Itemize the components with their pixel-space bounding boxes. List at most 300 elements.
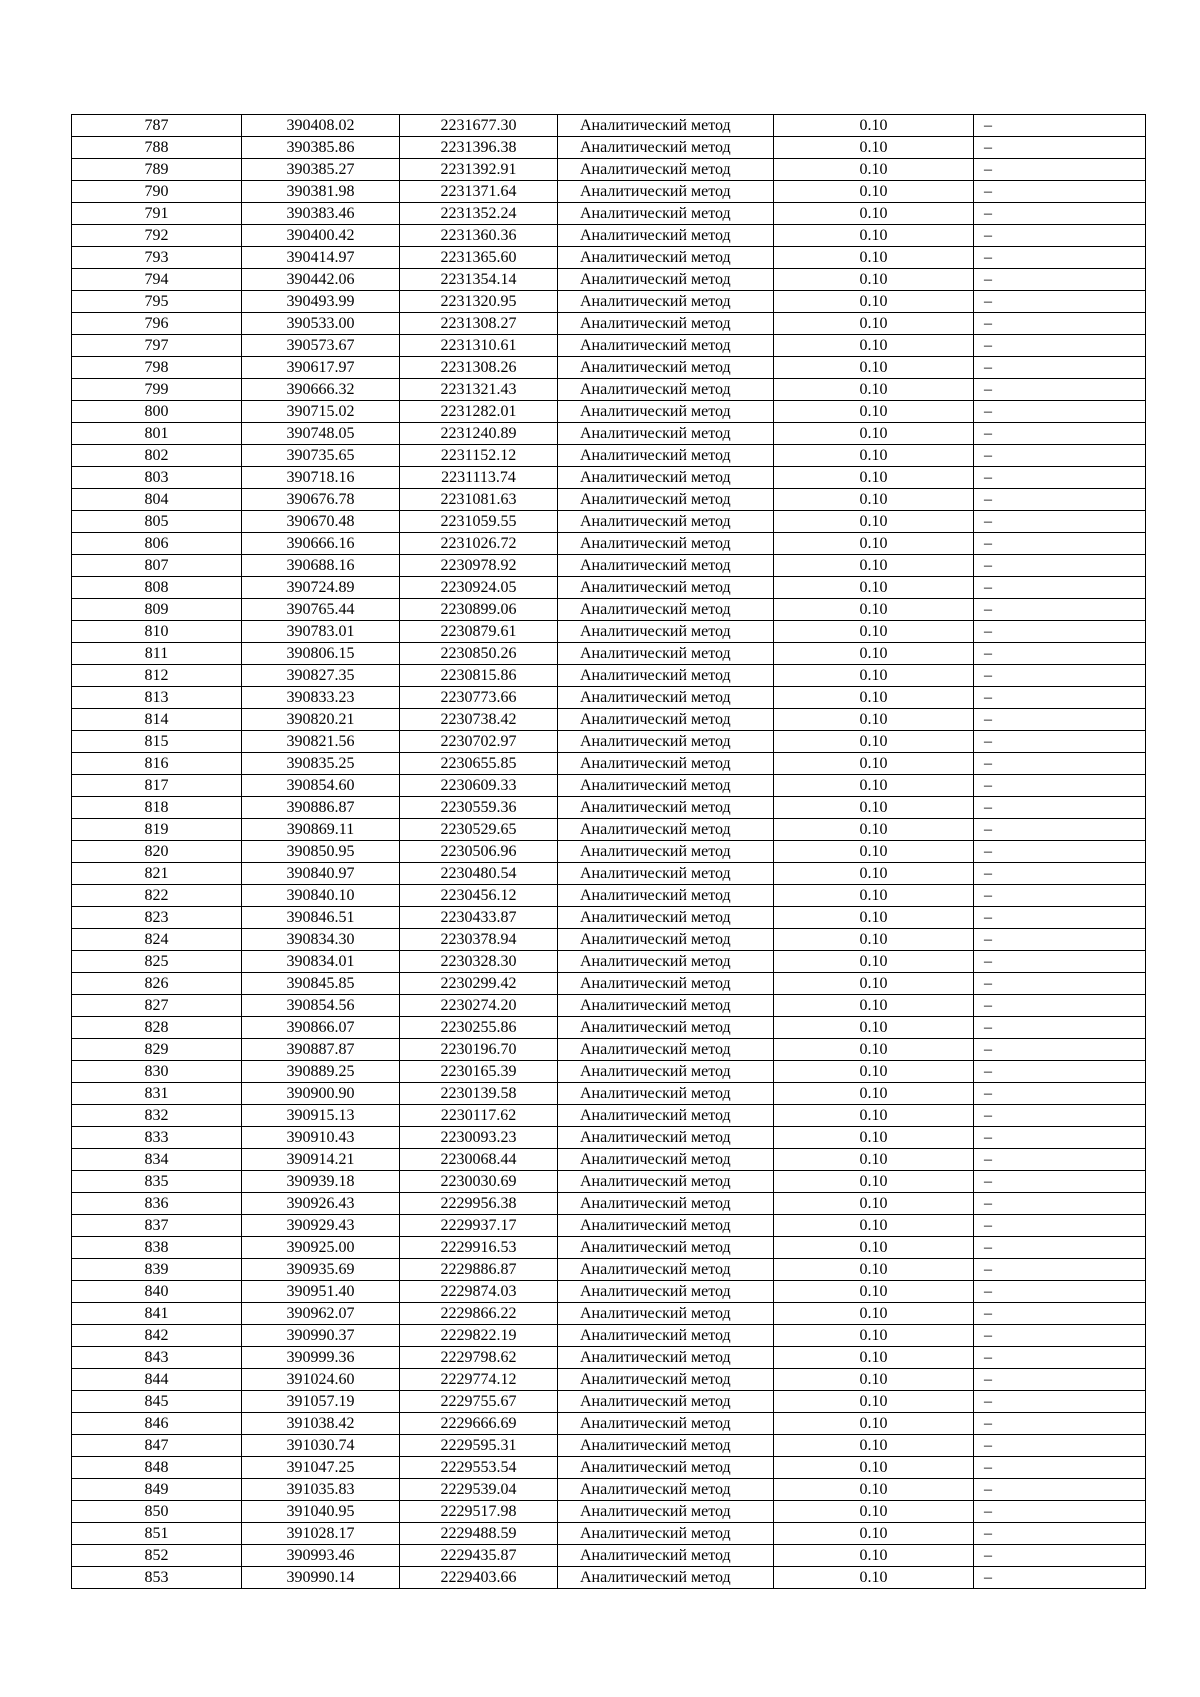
method-cell: Аналитический метод bbox=[558, 181, 774, 203]
x-coordinate-cell: 391024.60 bbox=[242, 1369, 400, 1391]
precision-cell: 0.10 bbox=[774, 1545, 974, 1567]
point-number-cell: 796 bbox=[72, 313, 242, 335]
point-number-cell: 800 bbox=[72, 401, 242, 423]
point-number-cell: 830 bbox=[72, 1061, 242, 1083]
precision-cell: 0.10 bbox=[774, 533, 974, 555]
method-cell: Аналитический метод bbox=[558, 357, 774, 379]
y-coordinate-cell: 2230702.97 bbox=[400, 731, 558, 753]
point-number-cell: 846 bbox=[72, 1413, 242, 1435]
method-cell: Аналитический метод bbox=[558, 775, 774, 797]
table-row bbox=[72, 1193, 1146, 1215]
method-cell: Аналитический метод bbox=[558, 291, 774, 313]
x-coordinate-cell: 390783.01 bbox=[242, 621, 400, 643]
point-number-cell: 824 bbox=[72, 929, 242, 951]
y-coordinate-cell: 2229916.53 bbox=[400, 1237, 558, 1259]
y-coordinate-cell: 2230255.86 bbox=[400, 1017, 558, 1039]
precision-cell: 0.10 bbox=[774, 1171, 974, 1193]
y-coordinate-cell: 2231240.89 bbox=[400, 423, 558, 445]
precision-cell: 0.10 bbox=[774, 1149, 974, 1171]
method-cell: Аналитический метод bbox=[558, 1039, 774, 1061]
precision-cell: 0.10 bbox=[774, 577, 974, 599]
table-row bbox=[72, 137, 1146, 159]
x-coordinate-cell: 390999.36 bbox=[242, 1347, 400, 1369]
description-cell: – bbox=[974, 335, 1146, 357]
x-coordinate-cell: 390442.06 bbox=[242, 269, 400, 291]
x-coordinate-cell: 390820.21 bbox=[242, 709, 400, 731]
point-number-cell: 794 bbox=[72, 269, 242, 291]
precision-cell: 0.10 bbox=[774, 753, 974, 775]
method-cell: Аналитический метод bbox=[558, 1215, 774, 1237]
precision-cell: 0.10 bbox=[774, 1281, 974, 1303]
y-coordinate-cell: 2231392.91 bbox=[400, 159, 558, 181]
table-row bbox=[72, 313, 1146, 335]
description-cell: – bbox=[974, 1391, 1146, 1413]
point-number-cell: 803 bbox=[72, 467, 242, 489]
x-coordinate-cell: 391057.19 bbox=[242, 1391, 400, 1413]
x-coordinate-cell: 390383.46 bbox=[242, 203, 400, 225]
point-number-cell: 847 bbox=[72, 1435, 242, 1457]
x-coordinate-cell: 390821.56 bbox=[242, 731, 400, 753]
point-number-cell: 795 bbox=[72, 291, 242, 313]
precision-cell: 0.10 bbox=[774, 1391, 974, 1413]
precision-cell: 0.10 bbox=[774, 401, 974, 423]
precision-cell: 0.10 bbox=[774, 1215, 974, 1237]
x-coordinate-cell: 391028.17 bbox=[242, 1523, 400, 1545]
description-cell: – bbox=[974, 203, 1146, 225]
y-coordinate-cell: 2231152.12 bbox=[400, 445, 558, 467]
description-cell: – bbox=[974, 555, 1146, 577]
description-cell: – bbox=[974, 467, 1146, 489]
y-coordinate-cell: 2230899.06 bbox=[400, 599, 558, 621]
point-number-cell: 811 bbox=[72, 643, 242, 665]
precision-cell: 0.10 bbox=[774, 1457, 974, 1479]
description-cell: – bbox=[974, 357, 1146, 379]
method-cell: Аналитический метод bbox=[558, 907, 774, 929]
table-row bbox=[72, 1149, 1146, 1171]
y-coordinate-cell: 2229798.62 bbox=[400, 1347, 558, 1369]
description-cell: – bbox=[974, 1237, 1146, 1259]
table-row bbox=[72, 1567, 1146, 1589]
method-cell: Аналитический метод bbox=[558, 731, 774, 753]
table-row bbox=[72, 1303, 1146, 1325]
method-cell: Аналитический метод bbox=[558, 1457, 774, 1479]
x-coordinate-cell: 390718.16 bbox=[242, 467, 400, 489]
description-cell: – bbox=[974, 753, 1146, 775]
table-row bbox=[72, 1479, 1146, 1501]
precision-cell: 0.10 bbox=[774, 1325, 974, 1347]
y-coordinate-cell: 2230328.30 bbox=[400, 951, 558, 973]
description-cell: – bbox=[974, 1259, 1146, 1281]
x-coordinate-cell: 390915.13 bbox=[242, 1105, 400, 1127]
method-cell: Аналитический метод bbox=[558, 511, 774, 533]
x-coordinate-cell: 390385.86 bbox=[242, 137, 400, 159]
y-coordinate-cell: 2230879.61 bbox=[400, 621, 558, 643]
table-row bbox=[72, 599, 1146, 621]
description-cell: – bbox=[974, 951, 1146, 973]
precision-cell: 0.10 bbox=[774, 1237, 974, 1259]
precision-cell: 0.10 bbox=[774, 203, 974, 225]
description-cell: – bbox=[974, 1457, 1146, 1479]
x-coordinate-cell: 390990.37 bbox=[242, 1325, 400, 1347]
y-coordinate-cell: 2229488.59 bbox=[400, 1523, 558, 1545]
y-coordinate-cell: 2231026.72 bbox=[400, 533, 558, 555]
description-cell: – bbox=[974, 885, 1146, 907]
method-cell: Аналитический метод bbox=[558, 1237, 774, 1259]
precision-cell: 0.10 bbox=[774, 1017, 974, 1039]
x-coordinate-cell: 390617.97 bbox=[242, 357, 400, 379]
precision-cell: 0.10 bbox=[774, 115, 974, 137]
point-number-cell: 802 bbox=[72, 445, 242, 467]
point-number-cell: 807 bbox=[72, 555, 242, 577]
x-coordinate-cell: 390939.18 bbox=[242, 1171, 400, 1193]
table-row bbox=[72, 511, 1146, 533]
method-cell: Аналитический метод bbox=[558, 973, 774, 995]
x-coordinate-cell: 390381.98 bbox=[242, 181, 400, 203]
point-number-cell: 808 bbox=[72, 577, 242, 599]
y-coordinate-cell: 2231360.36 bbox=[400, 225, 558, 247]
precision-cell: 0.10 bbox=[774, 1567, 974, 1589]
y-coordinate-cell: 2229774.12 bbox=[400, 1369, 558, 1391]
method-cell: Аналитический метод bbox=[558, 1391, 774, 1413]
precision-cell: 0.10 bbox=[774, 951, 974, 973]
description-cell: – bbox=[974, 775, 1146, 797]
point-number-cell: 853 bbox=[72, 1567, 242, 1589]
method-cell: Аналитический метод bbox=[558, 1501, 774, 1523]
table-row bbox=[72, 1171, 1146, 1193]
method-cell: Аналитический метод bbox=[558, 225, 774, 247]
method-cell: Аналитический метод bbox=[558, 621, 774, 643]
table-row bbox=[72, 951, 1146, 973]
description-cell: – bbox=[974, 665, 1146, 687]
method-cell: Аналитический метод bbox=[558, 137, 774, 159]
x-coordinate-cell: 390666.16 bbox=[242, 533, 400, 555]
method-cell: Аналитический метод bbox=[558, 159, 774, 181]
table-row bbox=[72, 489, 1146, 511]
precision-cell: 0.10 bbox=[774, 907, 974, 929]
method-cell: Аналитический метод bbox=[558, 1193, 774, 1215]
table-row bbox=[72, 841, 1146, 863]
y-coordinate-cell: 2231365.60 bbox=[400, 247, 558, 269]
y-coordinate-cell: 2230030.69 bbox=[400, 1171, 558, 1193]
description-cell: – bbox=[974, 1215, 1146, 1237]
method-cell: Аналитический метод bbox=[558, 533, 774, 555]
description-cell: – bbox=[974, 907, 1146, 929]
table-row bbox=[72, 753, 1146, 775]
point-number-cell: 844 bbox=[72, 1369, 242, 1391]
x-coordinate-cell: 390688.16 bbox=[242, 555, 400, 577]
table-row bbox=[72, 1281, 1146, 1303]
method-cell: Аналитический метод bbox=[558, 1303, 774, 1325]
x-coordinate-cell: 390833.23 bbox=[242, 687, 400, 709]
method-cell: Аналитический метод bbox=[558, 1347, 774, 1369]
precision-cell: 0.10 bbox=[774, 1039, 974, 1061]
x-coordinate-cell: 390962.07 bbox=[242, 1303, 400, 1325]
point-number-cell: 813 bbox=[72, 687, 242, 709]
point-number-cell: 832 bbox=[72, 1105, 242, 1127]
point-number-cell: 827 bbox=[72, 995, 242, 1017]
method-cell: Аналитический метод bbox=[558, 401, 774, 423]
table-row bbox=[72, 709, 1146, 731]
x-coordinate-cell: 390914.21 bbox=[242, 1149, 400, 1171]
method-cell: Аналитический метод bbox=[558, 599, 774, 621]
point-number-cell: 852 bbox=[72, 1545, 242, 1567]
description-cell: – bbox=[974, 1281, 1146, 1303]
method-cell: Аналитический метод bbox=[558, 1149, 774, 1171]
x-coordinate-cell: 390869.11 bbox=[242, 819, 400, 841]
point-number-cell: 821 bbox=[72, 863, 242, 885]
method-cell: Аналитический метод bbox=[558, 379, 774, 401]
description-cell: – bbox=[974, 1435, 1146, 1457]
method-cell: Аналитический метод bbox=[558, 753, 774, 775]
table-row bbox=[72, 577, 1146, 599]
x-coordinate-cell: 390493.99 bbox=[242, 291, 400, 313]
description-cell: – bbox=[974, 731, 1146, 753]
precision-cell: 0.10 bbox=[774, 291, 974, 313]
description-cell: – bbox=[974, 995, 1146, 1017]
precision-cell: 0.10 bbox=[774, 687, 974, 709]
description-cell: – bbox=[974, 247, 1146, 269]
method-cell: Аналитический метод bbox=[558, 1369, 774, 1391]
table-row bbox=[72, 555, 1146, 577]
method-cell: Аналитический метод bbox=[558, 423, 774, 445]
x-coordinate-cell: 390926.43 bbox=[242, 1193, 400, 1215]
table-row bbox=[72, 379, 1146, 401]
table-row bbox=[72, 1523, 1146, 1545]
table-row bbox=[72, 1391, 1146, 1413]
table-row bbox=[72, 731, 1146, 753]
precision-cell: 0.10 bbox=[774, 555, 974, 577]
table-row bbox=[72, 1083, 1146, 1105]
x-coordinate-cell: 390806.15 bbox=[242, 643, 400, 665]
x-coordinate-cell: 390925.00 bbox=[242, 1237, 400, 1259]
table-row bbox=[72, 797, 1146, 819]
description-cell: – bbox=[974, 1567, 1146, 1589]
precision-cell: 0.10 bbox=[774, 863, 974, 885]
y-coordinate-cell: 2230506.96 bbox=[400, 841, 558, 863]
y-coordinate-cell: 2230815.86 bbox=[400, 665, 558, 687]
table-row bbox=[72, 401, 1146, 423]
table-row bbox=[72, 1435, 1146, 1457]
method-cell: Аналитический метод bbox=[558, 269, 774, 291]
description-cell: – bbox=[974, 1061, 1146, 1083]
y-coordinate-cell: 2230480.54 bbox=[400, 863, 558, 885]
point-number-cell: 848 bbox=[72, 1457, 242, 1479]
precision-cell: 0.10 bbox=[774, 511, 974, 533]
method-cell: Аналитический метод bbox=[558, 643, 774, 665]
x-coordinate-cell: 390715.02 bbox=[242, 401, 400, 423]
precision-cell: 0.10 bbox=[774, 1501, 974, 1523]
table-row bbox=[72, 225, 1146, 247]
table-row bbox=[72, 467, 1146, 489]
method-cell: Аналитический метод bbox=[558, 841, 774, 863]
point-number-cell: 805 bbox=[72, 511, 242, 533]
point-number-cell: 819 bbox=[72, 819, 242, 841]
x-coordinate-cell: 390854.56 bbox=[242, 995, 400, 1017]
y-coordinate-cell: 2229886.87 bbox=[400, 1259, 558, 1281]
method-cell: Аналитический метод bbox=[558, 489, 774, 511]
y-coordinate-cell: 2231113.74 bbox=[400, 467, 558, 489]
description-cell: – bbox=[974, 797, 1146, 819]
description-cell: – bbox=[974, 1479, 1146, 1501]
method-cell: Аналитический метод bbox=[558, 555, 774, 577]
table-row bbox=[72, 533, 1146, 555]
description-cell: – bbox=[974, 1039, 1146, 1061]
table-row bbox=[72, 1259, 1146, 1281]
precision-cell: 0.10 bbox=[774, 599, 974, 621]
description-cell: – bbox=[974, 841, 1146, 863]
y-coordinate-cell: 2230978.92 bbox=[400, 555, 558, 577]
method-cell: Аналитический метод bbox=[558, 115, 774, 137]
precision-cell: 0.10 bbox=[774, 1479, 974, 1501]
precision-cell: 0.10 bbox=[774, 181, 974, 203]
y-coordinate-cell: 2230274.20 bbox=[400, 995, 558, 1017]
table-row bbox=[72, 1413, 1146, 1435]
x-coordinate-cell: 390408.02 bbox=[242, 115, 400, 137]
y-coordinate-cell: 2229822.19 bbox=[400, 1325, 558, 1347]
precision-cell: 0.10 bbox=[774, 335, 974, 357]
y-coordinate-cell: 2230559.36 bbox=[400, 797, 558, 819]
precision-cell: 0.10 bbox=[774, 665, 974, 687]
x-coordinate-cell: 390735.65 bbox=[242, 445, 400, 467]
table-row bbox=[72, 1215, 1146, 1237]
method-cell: Аналитический метод bbox=[558, 467, 774, 489]
precision-cell: 0.10 bbox=[774, 731, 974, 753]
y-coordinate-cell: 2230773.66 bbox=[400, 687, 558, 709]
point-number-cell: 841 bbox=[72, 1303, 242, 1325]
description-cell: – bbox=[974, 1303, 1146, 1325]
point-number-cell: 812 bbox=[72, 665, 242, 687]
precision-cell: 0.10 bbox=[774, 313, 974, 335]
point-number-cell: 790 bbox=[72, 181, 242, 203]
point-number-cell: 829 bbox=[72, 1039, 242, 1061]
y-coordinate-cell: 2231282.01 bbox=[400, 401, 558, 423]
precision-cell: 0.10 bbox=[774, 1193, 974, 1215]
precision-cell: 0.10 bbox=[774, 247, 974, 269]
precision-cell: 0.10 bbox=[774, 1303, 974, 1325]
y-coordinate-cell: 2231081.63 bbox=[400, 489, 558, 511]
description-cell: – bbox=[974, 863, 1146, 885]
method-cell: Аналитический метод bbox=[558, 1413, 774, 1435]
point-number-cell: 789 bbox=[72, 159, 242, 181]
precision-cell: 0.10 bbox=[774, 1259, 974, 1281]
y-coordinate-cell: 2229666.69 bbox=[400, 1413, 558, 1435]
precision-cell: 0.10 bbox=[774, 445, 974, 467]
description-cell: – bbox=[974, 511, 1146, 533]
method-cell: Аналитический метод bbox=[558, 819, 774, 841]
table-row bbox=[72, 115, 1146, 137]
precision-cell: 0.10 bbox=[774, 357, 974, 379]
description-cell: – bbox=[974, 599, 1146, 621]
method-cell: Аналитический метод bbox=[558, 929, 774, 951]
table-row bbox=[72, 1457, 1146, 1479]
x-coordinate-cell: 391030.74 bbox=[242, 1435, 400, 1457]
point-number-cell: 831 bbox=[72, 1083, 242, 1105]
description-cell: – bbox=[974, 577, 1146, 599]
y-coordinate-cell: 2229539.04 bbox=[400, 1479, 558, 1501]
description-cell: – bbox=[974, 621, 1146, 643]
precision-cell: 0.10 bbox=[774, 709, 974, 731]
precision-cell: 0.10 bbox=[774, 225, 974, 247]
x-coordinate-cell: 390748.05 bbox=[242, 423, 400, 445]
method-cell: Аналитический метод bbox=[558, 687, 774, 709]
description-cell: – bbox=[974, 1105, 1146, 1127]
precision-cell: 0.10 bbox=[774, 489, 974, 511]
point-number-cell: 814 bbox=[72, 709, 242, 731]
precision-cell: 0.10 bbox=[774, 1523, 974, 1545]
point-number-cell: 797 bbox=[72, 335, 242, 357]
x-coordinate-cell: 390840.97 bbox=[242, 863, 400, 885]
method-cell: Аналитический метод bbox=[558, 709, 774, 731]
table-row bbox=[72, 1105, 1146, 1127]
description-cell: – bbox=[974, 1171, 1146, 1193]
y-coordinate-cell: 2229435.87 bbox=[400, 1545, 558, 1567]
table-row bbox=[72, 247, 1146, 269]
y-coordinate-cell: 2230299.42 bbox=[400, 973, 558, 995]
precision-cell: 0.10 bbox=[774, 643, 974, 665]
x-coordinate-cell: 390765.44 bbox=[242, 599, 400, 621]
x-coordinate-cell: 390666.32 bbox=[242, 379, 400, 401]
point-number-cell: 806 bbox=[72, 533, 242, 555]
table-row bbox=[72, 1039, 1146, 1061]
table-row bbox=[72, 1347, 1146, 1369]
x-coordinate-cell: 390834.30 bbox=[242, 929, 400, 951]
x-coordinate-cell: 390850.95 bbox=[242, 841, 400, 863]
table-row bbox=[72, 335, 1146, 357]
description-cell: – bbox=[974, 1083, 1146, 1105]
precision-cell: 0.10 bbox=[774, 1347, 974, 1369]
description-cell: – bbox=[974, 1149, 1146, 1171]
precision-cell: 0.10 bbox=[774, 1369, 974, 1391]
table-row bbox=[72, 863, 1146, 885]
point-number-cell: 842 bbox=[72, 1325, 242, 1347]
y-coordinate-cell: 2230655.85 bbox=[400, 753, 558, 775]
point-number-cell: 825 bbox=[72, 951, 242, 973]
x-coordinate-cell: 390400.42 bbox=[242, 225, 400, 247]
point-number-cell: 823 bbox=[72, 907, 242, 929]
x-coordinate-cell: 390866.07 bbox=[242, 1017, 400, 1039]
method-cell: Аналитический метод bbox=[558, 885, 774, 907]
method-cell: Аналитический метод bbox=[558, 1017, 774, 1039]
x-coordinate-cell: 390835.25 bbox=[242, 753, 400, 775]
table-row bbox=[72, 621, 1146, 643]
table-row bbox=[72, 1017, 1146, 1039]
point-number-cell: 836 bbox=[72, 1193, 242, 1215]
precision-cell: 0.10 bbox=[774, 775, 974, 797]
x-coordinate-cell: 390724.89 bbox=[242, 577, 400, 599]
table-row bbox=[72, 291, 1146, 313]
method-cell: Аналитический метод bbox=[558, 335, 774, 357]
precision-cell: 0.10 bbox=[774, 269, 974, 291]
precision-cell: 0.10 bbox=[774, 1105, 974, 1127]
point-number-cell: 816 bbox=[72, 753, 242, 775]
x-coordinate-cell: 391038.42 bbox=[242, 1413, 400, 1435]
point-number-cell: 801 bbox=[72, 423, 242, 445]
x-coordinate-cell: 390827.35 bbox=[242, 665, 400, 687]
description-cell: – bbox=[974, 1413, 1146, 1435]
table-row bbox=[72, 1369, 1146, 1391]
point-number-cell: 809 bbox=[72, 599, 242, 621]
y-coordinate-cell: 2229595.31 bbox=[400, 1435, 558, 1457]
method-cell: Аналитический метод bbox=[558, 1105, 774, 1127]
description-cell: – bbox=[974, 379, 1146, 401]
description-cell: – bbox=[974, 1325, 1146, 1347]
method-cell: Аналитический метод bbox=[558, 1325, 774, 1347]
point-number-cell: 828 bbox=[72, 1017, 242, 1039]
table-row bbox=[72, 1237, 1146, 1259]
x-coordinate-cell: 390670.48 bbox=[242, 511, 400, 533]
point-number-cell: 791 bbox=[72, 203, 242, 225]
precision-cell: 0.10 bbox=[774, 1413, 974, 1435]
